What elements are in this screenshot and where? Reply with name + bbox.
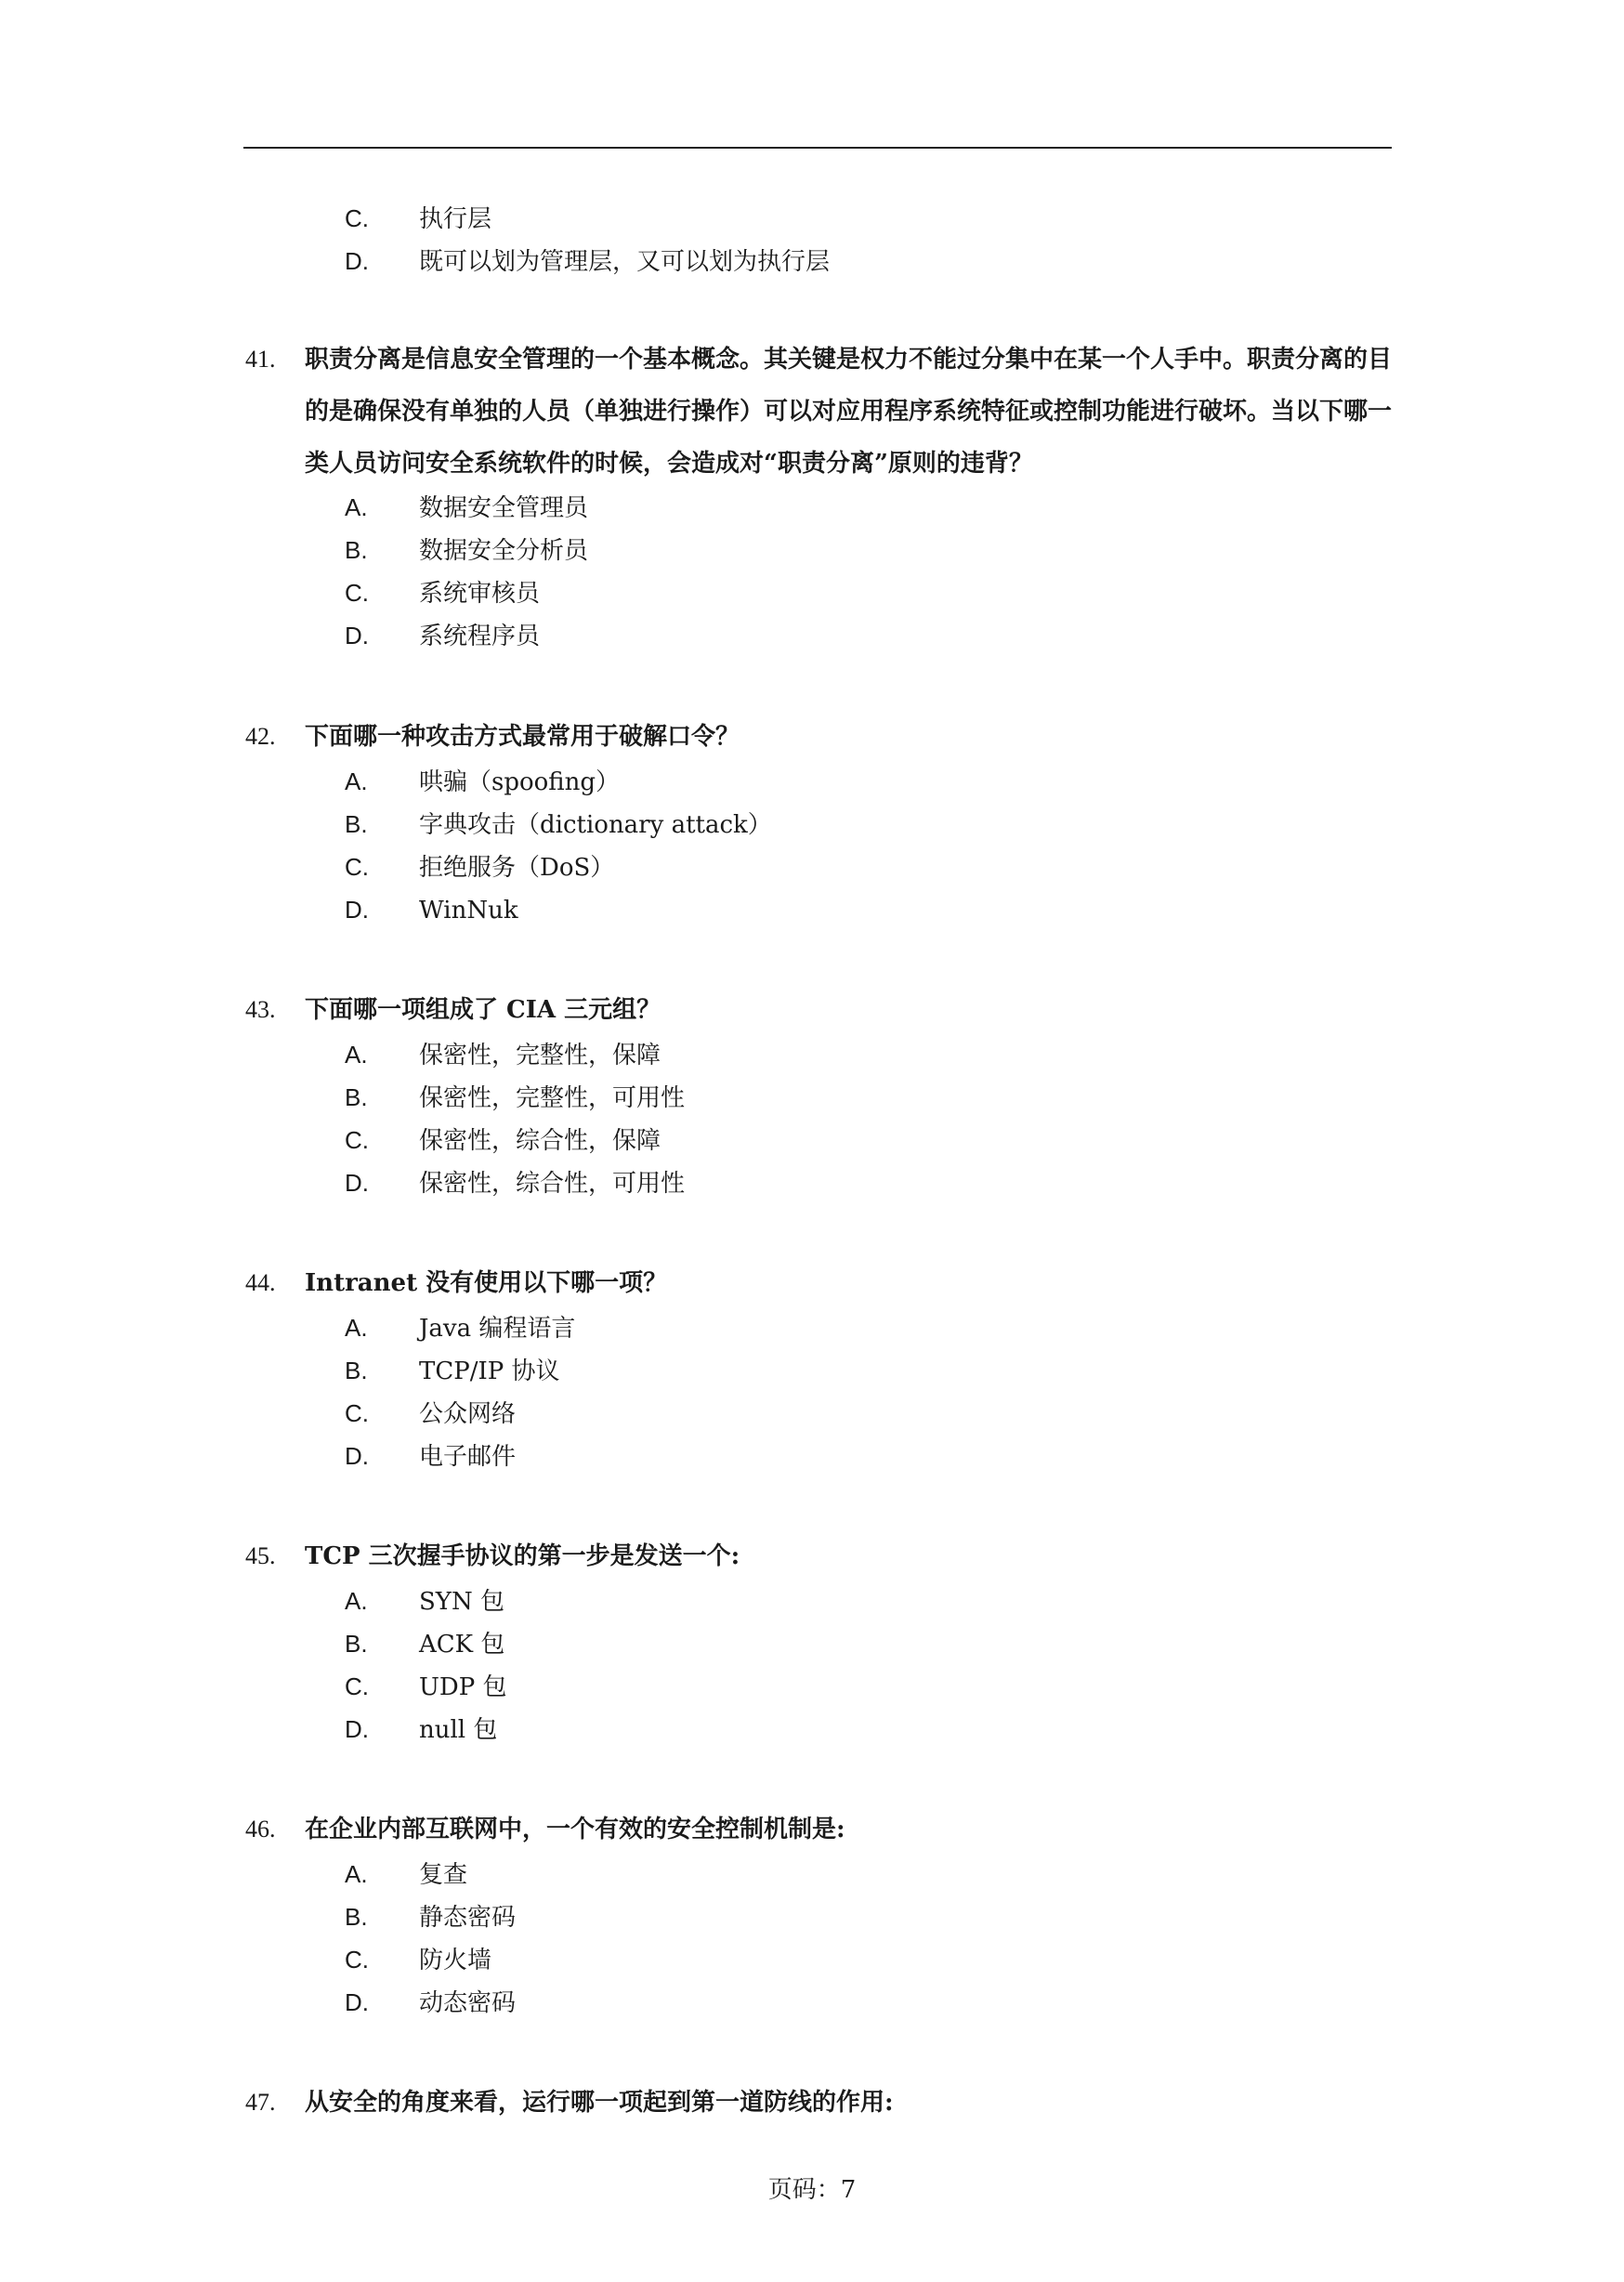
option-item — [345, 529, 588, 571]
option-item — [345, 197, 491, 240]
option-letter: C. — [345, 1672, 369, 1700]
option-letter: D. — [345, 1169, 369, 1197]
option-letter: C. — [345, 1946, 369, 1974]
option-letter: D. — [345, 1988, 369, 2016]
option-letter: A. — [345, 1860, 368, 1888]
option-letter: A. — [345, 493, 368, 521]
question-number: 46. — [245, 1816, 276, 1843]
question-number: 45. — [245, 1542, 276, 1569]
option-item — [345, 571, 540, 614]
question-44 — [245, 1257, 1397, 1309]
option-item — [345, 1076, 685, 1119]
option-letter: A. — [345, 1041, 368, 1069]
option-text: 拒绝服务（DoS） — [419, 854, 615, 882]
option-letter: A. — [345, 1587, 368, 1615]
option-item — [345, 1622, 504, 1665]
option-text: 公众网络 — [419, 1400, 517, 1428]
option-letter: B. — [345, 810, 368, 838]
option-item — [345, 1392, 516, 1435]
question-45 — [245, 1530, 1397, 1582]
option-item — [345, 240, 830, 282]
question-text: TCP 三次握手协议的第一步是发送一个: — [305, 1542, 740, 1570]
option-text: 电子邮件 — [419, 1443, 517, 1471]
option-item — [345, 486, 588, 529]
option-letter: C. — [345, 1126, 369, 1154]
question-47 — [245, 2077, 1397, 2129]
question-number: 41. — [245, 346, 276, 373]
option-item — [345, 1981, 516, 2024]
option-item — [345, 1665, 507, 1708]
option-item — [345, 1119, 661, 1161]
header-rule — [243, 147, 1392, 149]
question-text: 下面哪一项组成了 CIA 三元组？ — [305, 996, 661, 1024]
option-text: 系统程序员 — [419, 623, 541, 650]
option-text: 系统审核员 — [419, 580, 541, 608]
question-41 — [245, 334, 1397, 490]
option-letter: C. — [345, 1399, 369, 1427]
option-text: SYN 包 — [419, 1588, 504, 1616]
option-text: 防火墙 — [419, 1947, 492, 1974]
option-item — [345, 1580, 504, 1622]
option-item — [345, 846, 614, 888]
option-text: 字典攻击（dictionary attack） — [419, 811, 772, 839]
question-number: 44. — [245, 1269, 276, 1296]
option-letter: D. — [345, 247, 369, 275]
question-number: 47. — [245, 2089, 276, 2116]
option-text: UDP 包 — [419, 1673, 507, 1701]
option-letter: C. — [345, 579, 369, 607]
option-text: 数据安全分析员 — [419, 537, 589, 565]
option-item — [345, 1853, 467, 1895]
option-item — [345, 803, 772, 846]
question-text: 在企业内部互联网中，一个有效的安全控制机制是: — [305, 1816, 845, 1843]
option-text: 保密性，完整性，可用性 — [419, 1084, 686, 1112]
option-letter: D. — [345, 896, 369, 924]
question-text: 下面哪一种攻击方式最常用于破解口令？ — [305, 723, 740, 751]
question-43 — [245, 984, 1397, 1036]
option-text: 静态密码 — [419, 1904, 517, 1932]
option-item — [345, 760, 620, 803]
option-item — [345, 1349, 560, 1392]
option-text: 动态密码 — [419, 1989, 517, 2017]
option-text: 既可以划为管理层，又可以划为执行层 — [419, 248, 831, 276]
option-letter: D. — [345, 622, 369, 649]
question-42 — [245, 711, 1397, 763]
question-number: 42. — [245, 723, 276, 750]
option-item — [345, 1435, 516, 1477]
question-text: Intranet 没有使用以下哪一项？ — [305, 1269, 668, 1297]
question-text: 职责分离是信息安全管理的一个基本概念。其关键是权力不能过分集中在某一个人手中。职责分离的目的是确保没有单独的人员（单独进行操作）可以对应用程序系统特征或控制功能进行破坏。当以下哪一类人员访问安全系统软件的时候，会造成对“职责分离”原则的违背？ — [305, 346, 1393, 478]
option-item — [345, 1306, 575, 1349]
option-item — [345, 888, 518, 931]
option-letter: B. — [345, 1357, 368, 1384]
question-number: 43. — [245, 996, 276, 1023]
option-text: 保密性，综合性，保障 — [419, 1127, 661, 1155]
option-text: Java 编程语言 — [419, 1315, 576, 1343]
option-letter: A. — [345, 767, 368, 795]
option-item — [345, 614, 540, 657]
option-item — [345, 1708, 497, 1751]
option-text: 保密性，完整性，保障 — [419, 1042, 661, 1069]
option-text: WinNuk — [419, 897, 518, 925]
option-letter: B. — [345, 536, 368, 564]
option-text: 保密性，综合性，可用性 — [419, 1170, 686, 1198]
option-letter: D. — [345, 1715, 369, 1743]
question-text: 从安全的角度来看，运行哪一项起到第一道防线的作用: — [305, 2089, 894, 2117]
option-letter: B. — [345, 1083, 368, 1111]
option-text: 执行层 — [419, 205, 492, 233]
option-text: null 包 — [419, 1716, 498, 1744]
option-item — [345, 1895, 516, 1938]
option-text: 数据安全管理员 — [419, 494, 589, 522]
option-text: 复查 — [419, 1861, 468, 1889]
option-letter: C. — [345, 853, 369, 881]
question-46 — [245, 1803, 1397, 1856]
option-text: TCP/IP 协议 — [419, 1357, 560, 1385]
option-text: ACK 包 — [419, 1631, 505, 1659]
option-letter: C. — [345, 204, 369, 232]
page-number: 页码：7 — [767, 2176, 857, 2204]
option-item — [345, 1938, 491, 1981]
option-letter: B. — [345, 1630, 368, 1658]
option-letter: B. — [345, 1903, 368, 1931]
option-text: 哄骗（spoofing） — [419, 768, 621, 796]
option-item — [345, 1161, 685, 1204]
option-letter: D. — [345, 1442, 369, 1470]
option-letter: A. — [345, 1314, 368, 1342]
option-item — [345, 1033, 661, 1076]
